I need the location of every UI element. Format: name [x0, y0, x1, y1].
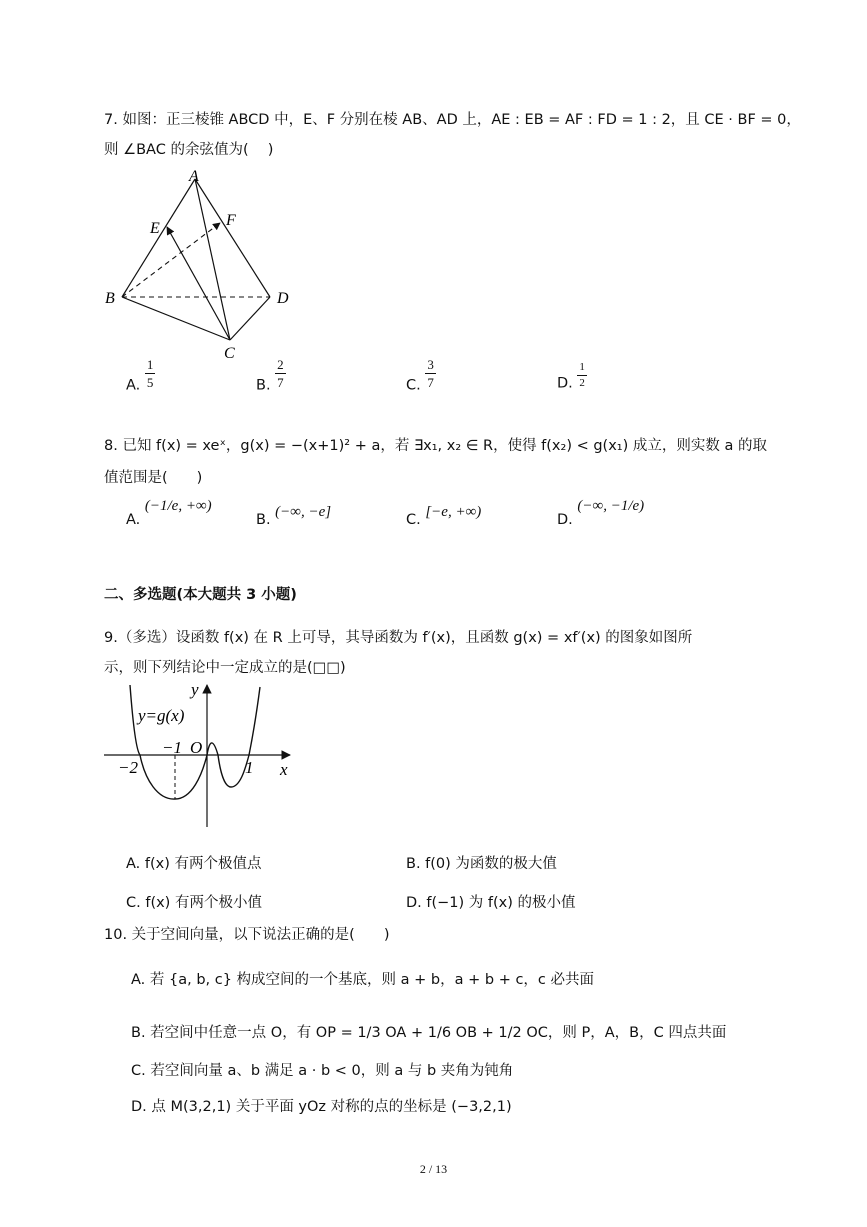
function-graph: [100, 675, 300, 835]
label-a: A: [189, 168, 199, 185]
q8-line2: 值范围是( ): [104, 470, 203, 486]
fraction: $\frac{1}{5}$: [146, 357, 154, 390]
label-c: C: [224, 345, 235, 362]
q10-option-b[interactable]: [131, 1021, 726, 1042]
q9-option-c[interactable]: [126, 891, 262, 912]
option-letter: C.: [131, 1063, 146, 1079]
q7-option-c[interactable]: [406, 357, 436, 401]
graph-one: 1: [245, 758, 254, 777]
q9-line2: 示，则下列结论中一定成立的是(□□): [104, 660, 346, 676]
option-text: f(−1) 为 f(x) 的极小值: [426, 895, 576, 911]
option-letter: D.: [557, 375, 573, 392]
graph-x-label: x: [280, 760, 288, 779]
option-letter: C.: [406, 377, 421, 394]
option-letter: D.: [557, 512, 573, 528]
fraction: $\frac{3}{7}$: [427, 357, 434, 390]
graph-minus-one: −1: [162, 738, 182, 757]
graph-curve-label: y=g(x): [138, 706, 185, 725]
option-text: f(x) 有两个极值点: [144, 856, 262, 872]
q9-option-d[interactable]: [406, 891, 576, 912]
q9-option-b[interactable]: [406, 852, 557, 873]
graph-origin-label: O: [190, 738, 203, 757]
q10-option-d[interactable]: [131, 1095, 512, 1116]
label-e: E: [150, 220, 160, 237]
option-text: 若空间中任意一点 O，有 OP = 1/3 OA + 1/6 OB + 1/2 OC，则 P，A，B，C 四点共面: [150, 1025, 727, 1041]
page-number: 2 / 13: [419, 1162, 448, 1176]
label-d: D: [277, 290, 289, 307]
q10-line1: 10. 关于空间向量，以下说法正确的是( ): [104, 927, 390, 943]
option-letter: D.: [406, 895, 422, 911]
q7-line2: 则 ∠BAC 的余弦值为( ): [104, 142, 274, 158]
option-letter: B.: [406, 856, 421, 872]
q7-line1: 7. 如图：正三棱锥 ABCD 中，E、F 分别在棱 AB、AD 上，AE : EB = AF : FD = 1 : 2，且 CE · BF = 0，: [104, 112, 801, 128]
option-letter: D.: [131, 1099, 147, 1115]
option-letter: B.: [256, 512, 271, 528]
q8-option-c[interactable]: [406, 504, 482, 529]
option-value: (−1/e, +∞): [144, 498, 212, 514]
q7-option-b[interactable]: [256, 357, 286, 401]
option-value: (−∞, −e]: [275, 504, 332, 520]
option-value: (−∞, −1/e): [577, 498, 645, 514]
q9-line1: 9.（多选）设函数 f(x) 在 R 上可导，其导函数为 f′(x)，且函数 g(x) = xf′(x) 的图象如图所: [104, 630, 693, 646]
option-text: f(0) 为函数的极大值: [425, 856, 557, 872]
option-letter: A.: [126, 856, 141, 872]
q9-option-a[interactable]: [126, 852, 262, 873]
q10-option-c[interactable]: [131, 1059, 513, 1080]
graph-minus-two: −2: [118, 758, 138, 777]
label-b: B: [105, 290, 115, 307]
option-letter: B.: [256, 377, 271, 394]
option-text: 点 M(3,2,1) 关于平面 yOz 对称的点的坐标是 (−3,2,1): [151, 1099, 512, 1115]
option-text: f(x) 有两个极小值: [145, 895, 262, 911]
option-value: [−e, +∞): [425, 504, 482, 520]
section-heading: 二、多选题(本大题共 3 小题): [104, 587, 297, 603]
tetrahedron-figure: [100, 165, 320, 365]
option-text: 若 {a, b, c} 构成空间的一个基底，则 a + b，a + b + c，c 必共面: [149, 972, 595, 988]
option-letter: A.: [126, 512, 141, 528]
q10-option-a[interactable]: [131, 968, 594, 989]
fraction: $\frac{1}{2}$: [579, 361, 585, 389]
fraction: $\frac{2}{7}$: [277, 357, 284, 390]
option-letter: C.: [406, 512, 421, 528]
q8-line1: 8. 已知 f(x) = xeˣ，g(x) = −(x+1)² + a，若 ∃x₁, x₂ ∈ R，使得 f(x₂) < g(x₁) 成立，则实数 a 的取: [104, 438, 767, 454]
q8-option-b[interactable]: [256, 504, 332, 529]
option-text: 若空间向量 a、b 满足 a · b < 0，则 a 与 b 夹角为钝角: [150, 1063, 514, 1079]
graph-y-label: y: [191, 680, 199, 699]
option-letter: C.: [126, 895, 141, 911]
q7-option-d[interactable]: [557, 361, 587, 397]
q8-option-a[interactable]: [126, 498, 212, 529]
option-letter: A.: [131, 972, 146, 988]
option-letter: B.: [131, 1025, 146, 1041]
q7-option-a[interactable]: [126, 357, 155, 401]
label-f: F: [226, 212, 236, 229]
q8-option-d[interactable]: [557, 498, 645, 529]
option-letter: A.: [126, 377, 141, 394]
